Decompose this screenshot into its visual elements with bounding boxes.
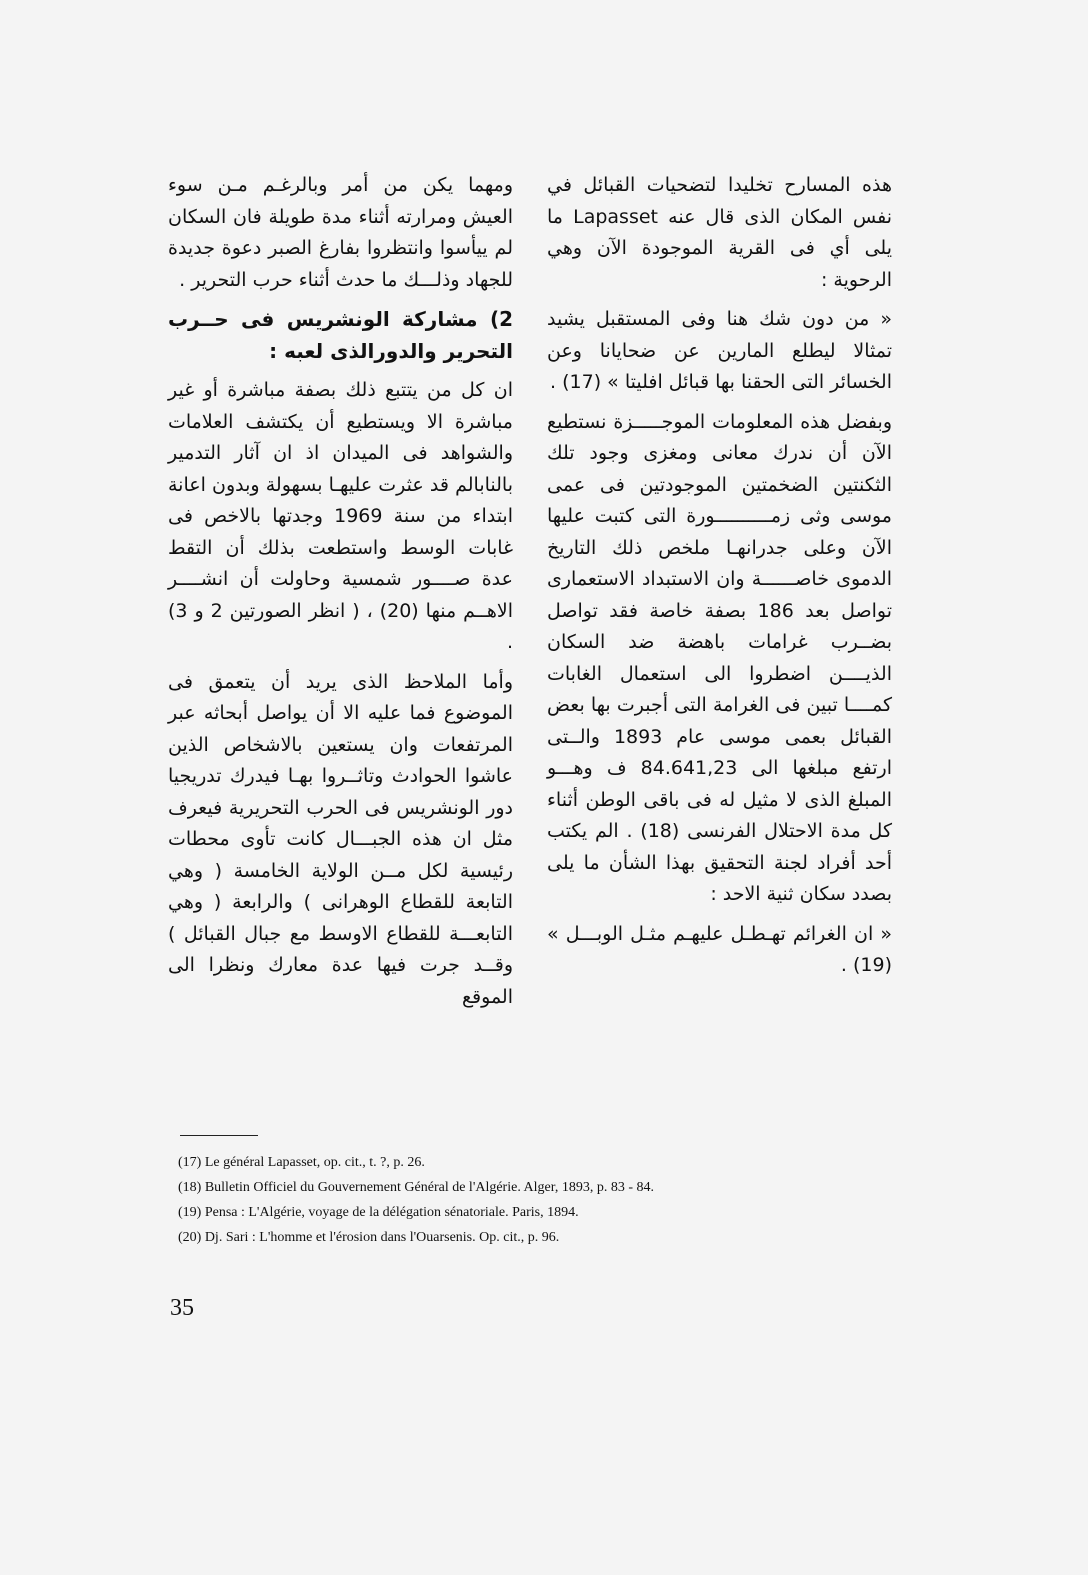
footnotes (178, 1150, 898, 1250)
right-text-column (547, 170, 892, 990)
left-text-column (168, 170, 513, 1021)
section-heading: 2) مشاركة الونشريس فى حــرب التحرير والدورالذى لعبه : (168, 307, 513, 363)
footnote-divider (180, 1135, 258, 1136)
footnote-17: (17) Le général Lapasset, op. cit., t. ?, p. 26. (178, 1155, 425, 1170)
paragraph: هذه المسارح تخليدا لتضحيات القبائل في نفس المكان الذى قال عنه Lapasset ما يلى أي فى القرية الموجودة الآن وهي الرحوية : (547, 174, 892, 291)
quotation: « من دون شك هنا وفى المستقبل يشيد تمثالا ليطلع المارين عن ضحايانا وعن الخسائر التى الحقنا بها قبائل افليتا » (17) . (547, 308, 892, 393)
footnote-18: (18) Bulletin Officiel du Gouvernement Général de l'Algérie. Alger, 1893, p. 83 - 84. (178, 1180, 655, 1195)
paragraph: وأما الملاحظ الذى يريد أن يتعمق فى الموضوع فما عليه الا أن يواصل أبحاثه عبر المرتفعات وان يستعين بالاشخاص الذين عاشوا الحوادث وتاثــروا بهـا فيدرك تدريجيا دور الونشريس فى الحرب التحريرية فيعرف مثل ان هذه الجبـــال كانت تأوى محطات رئيسية لكل مــن الولاية الخامسة ( وهي التابعة للقطاع الوهرانى ) والرابعة ( وهي التابعـــة للقطاع الاوسط مع جبال القبائل ) وقــد جرت فيها عدة معارك ونظرا الى الموقع (168, 670, 513, 1008)
paragraph: ان كل من يتتبع ذلك بصفة مباشرة أو غير مباشرة الا ويستطيع أن يكتشف العلامات والشواهد فى الميدان اذ ان آثار التدمير بالنابالم قد عثرت عليهـا بسهولة وبدون اعانة ابتداء من سنة 1969 وجدتها بالاخص فى غابات الوسط واستطعت بذلك أن التقط عدة صــــور شمسية وحاولت أن انشــــر الاهــم منها (20) ، ( انظر الصورتين 2 و 3) . (168, 379, 513, 653)
footnote-20: (20) Dj. Sari : L'homme et l'érosion dans l'Ouarsenis. Op. cit., p. 96. (178, 1230, 560, 1245)
paragraph: ومهما يكن من أمر وبالرغـم مـن سوء العيش ومرارته أثناء مدة طويلة فان السكان لم ييأسوا وانتظروا بفارغ الصبر دعوة جديدة للجهاد وذلـــك ما حدث أثناء حرب التحرير . (168, 174, 513, 291)
footnote-19: (19) Pensa : L'Algérie, voyage de la délégation sénatoriale. Paris, 1894. (178, 1205, 579, 1220)
paragraph: وبفضل هذه المعلومات الموجـــــزة نستطيع الآن أن ندرك معانى ومغزى وجود تلك الثكنتين الضخمتين الموجودتين فى عمى موسى وثى زمــــــــــورة التى كتبت عليها الآن وعلى جدرانهـا ملخص ذلك التاريخ الدموى خاصــــــة وان الاستبداد الاستعمارى تواصل بعد 186 بصفة خاصة فقد تواصل بضــرب غرامات باهضة ضد السكان الذيــــن اضطروا الى استعمال الغابات كمــــا تبين فى الغرامة التى أجبرت بها بعض القبائل بعمى موسى عام 1893 والــتى ارتفع مبلغها الى 84.641,23 ف وهـــو المبلغ الذى لا مثيل له فى باقى الوطن أثناء كل مدة الاحتلال الفرنسى (18) . الم يكتب أحد أفراد لجنة التحقيق بهذا الشأن ما يلى بصدد سكان ثنية الاحد : (547, 410, 893, 905)
quotation: « ان الغرائم تهـطـل عليهـم مثـل الوبـــل » (19) . (547, 922, 892, 976)
page-number: 35 (170, 1295, 194, 1321)
